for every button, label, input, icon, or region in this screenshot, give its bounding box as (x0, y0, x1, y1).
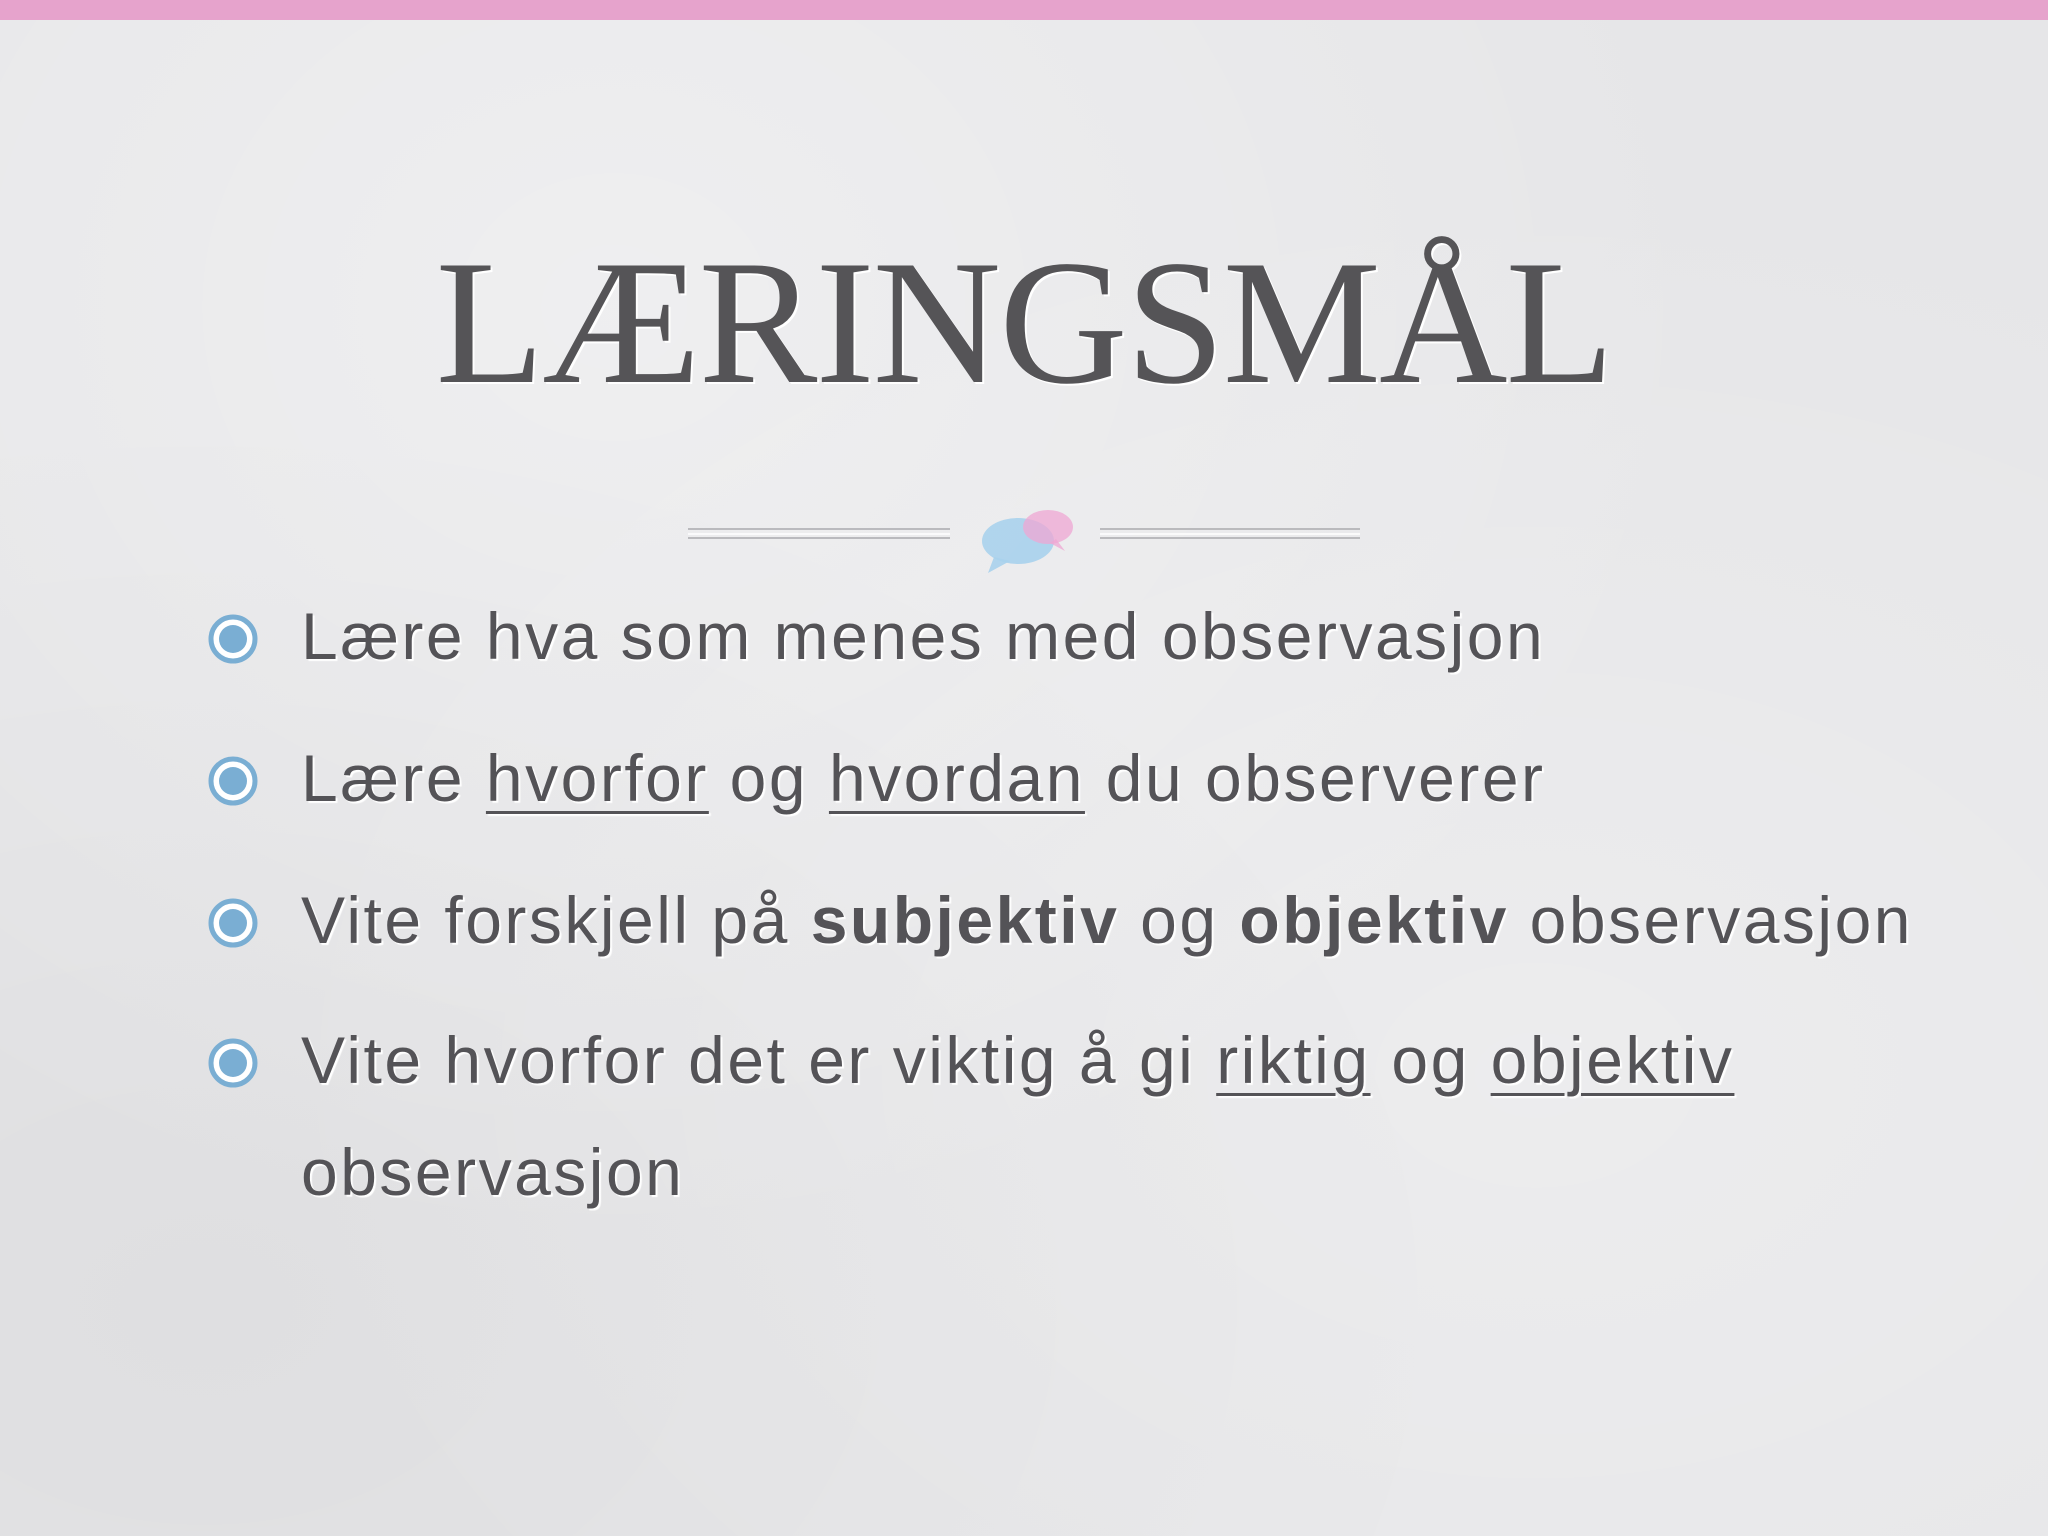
underlined-word-riktig: riktig (1216, 1023, 1371, 1097)
bullet-item-1 (200, 580, 1960, 692)
bullet-text: Vite forskjell på (301, 883, 811, 957)
title-divider (688, 505, 1360, 575)
bullet-text: Lære (301, 741, 486, 815)
bullet-text: og (708, 741, 829, 815)
bullet-item-4 (200, 1004, 1960, 1228)
underlined-word-objektiv: objektiv (1490, 1023, 1735, 1097)
divider-line-left (688, 529, 950, 538)
speech-bubbles-icon (982, 510, 1073, 573)
underlined-word-hvorfor: hvorfor (485, 741, 709, 815)
divider-line-right (1100, 529, 1360, 538)
circle-bullet-icon (208, 756, 258, 806)
bullet-text: observasjon (301, 1135, 685, 1209)
slide-title: LÆRINGSMÅL (435, 223, 1613, 421)
circle-bullet-icon (208, 614, 258, 664)
bold-word-subjektiv: subjektiv (810, 883, 1120, 957)
underlined-word-hvordan: hvordan (828, 741, 1085, 815)
bullet-text: Lære hva som menes med observasjon (301, 599, 1546, 673)
bullet-item-3 (200, 864, 1960, 976)
bullet-text: og (1370, 1023, 1491, 1097)
bold-word-objektiv: objektiv (1239, 883, 1509, 957)
bullet-item-2 (200, 722, 1960, 834)
circle-bullet-icon (208, 898, 258, 948)
learning-goals-list (200, 580, 1960, 1256)
top-accent-bar (0, 0, 2048, 20)
bullet-text: du observerer (1084, 741, 1546, 815)
bullet-text: observasjon (1508, 883, 1914, 957)
circle-bullet-icon (208, 1038, 258, 1088)
bullet-text: og (1119, 883, 1240, 957)
bullet-text: Vite hvorfor det er viktig å gi (301, 1023, 1217, 1097)
